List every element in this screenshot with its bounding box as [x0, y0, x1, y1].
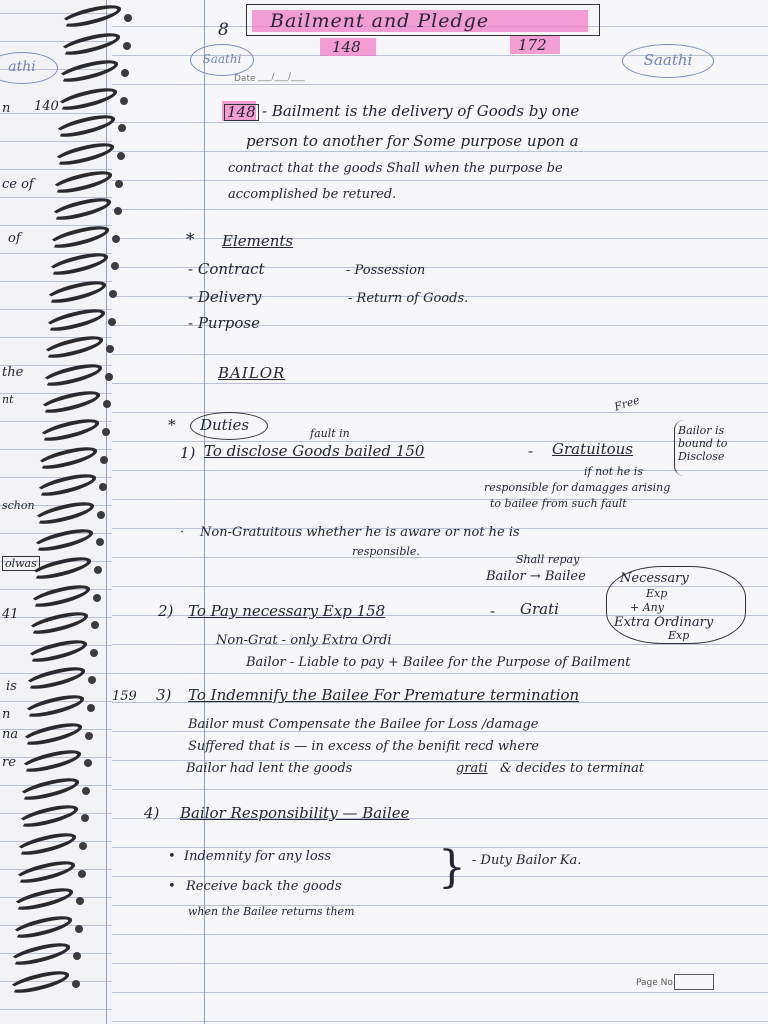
- duty2-number: 2): [158, 602, 174, 620]
- non-gratuitous-line: responsible.: [352, 545, 420, 558]
- expense-cloud-text: + Any: [630, 601, 664, 614]
- duty2-dash: -: [490, 602, 496, 620]
- duty1-text: To disclose Goods bailed 150: [204, 442, 425, 460]
- duty1-free-note: Free: [612, 393, 642, 414]
- non-gratuitous-bullet: ·: [180, 525, 185, 540]
- duty3-number: 3): [156, 686, 172, 704]
- binding-hole: [93, 594, 101, 602]
- left-fragment: olwas: [2, 556, 40, 571]
- binding-hole: [75, 925, 83, 933]
- duties-label: Duties: [200, 416, 250, 434]
- duty1-side-note-text: Bailor is bound to Disclose: [678, 424, 728, 463]
- binding-hole: [97, 511, 105, 519]
- left-fragment: of: [8, 231, 21, 246]
- brand-stamp-right: Saathi: [622, 44, 714, 78]
- binding-hole: [100, 456, 108, 464]
- left-fragment: ce of: [2, 177, 34, 192]
- section-number: 148: [224, 104, 259, 121]
- duty4-brace: }: [438, 842, 466, 893]
- definition-line: person to another for Some purpose upon a: [246, 132, 579, 150]
- binding-hole: [112, 235, 120, 243]
- duty1-dash: -: [528, 442, 534, 460]
- binding-hole: [99, 483, 107, 491]
- shall-repay-note: Shall repay: [516, 553, 580, 566]
- page-no-box: [674, 974, 714, 990]
- definition-line: - Bailment is the delivery of Goods by one: [262, 102, 580, 120]
- binding-hole: [78, 870, 86, 878]
- left-fragment: na: [2, 727, 19, 742]
- binding-hole: [81, 814, 89, 822]
- binding-hole: [96, 538, 104, 546]
- page-marker: 8: [218, 20, 229, 40]
- bailor-heading: BAILOR: [218, 364, 286, 382]
- binding-hole: [79, 842, 87, 850]
- date-label: Date: [234, 74, 256, 84]
- elements-bullet: *: [186, 230, 195, 250]
- range-start: 148: [332, 38, 361, 56]
- element-item: - Purpose: [188, 314, 260, 332]
- duty4-item: Receive back the goods: [186, 879, 342, 894]
- non-gratuitous-line: Non-Gratuitous whether he is aware or not he is: [200, 525, 520, 540]
- duty3-section-number: 159: [112, 689, 137, 704]
- binding-hole: [72, 980, 80, 988]
- duty4-text: Bailor Responsibility — Bailee: [180, 804, 410, 822]
- binding-hole: [87, 704, 95, 712]
- duties-star: *: [168, 416, 176, 434]
- definition-line: contract that the goods Shall when the purpose be: [228, 161, 563, 176]
- date-dashes: ___/___/___: [258, 72, 305, 82]
- definition-line: accomplished be retured.: [228, 187, 397, 202]
- binding-hole: [123, 42, 131, 50]
- binding-hole: [115, 180, 123, 188]
- element-item: - Delivery: [188, 288, 262, 306]
- duty3-line: Bailor must Compensate the Bailee for Loss /damage: [188, 717, 539, 732]
- binding-hole: [105, 373, 113, 381]
- left-fragment: n: [2, 707, 11, 722]
- page-no-label: Page No.: [636, 978, 676, 988]
- binding-hole: [111, 262, 119, 270]
- duty1-responsible: to bailee from such fault: [490, 497, 627, 510]
- left-fragment: 140: [34, 99, 59, 114]
- bailor-bailee-flow: Bailor → Bailee: [486, 569, 586, 584]
- duty3-grati: grati: [456, 761, 488, 776]
- duty1-responsible: responsible for damagges arising: [484, 481, 671, 494]
- duty3-line: & decides to terminat: [500, 761, 645, 776]
- left-fragment: nt: [2, 393, 14, 406]
- left-fragment: n: [2, 101, 11, 116]
- binding-hole: [120, 97, 128, 105]
- duty2-text: To Pay necessary Exp 158: [188, 602, 386, 620]
- duty4-item: Indemnity for any loss: [184, 849, 331, 864]
- left-fragment: re: [2, 755, 16, 770]
- duty3-line: Bailor had lent the goods: [186, 761, 353, 776]
- binding-hole: [85, 732, 93, 740]
- duty4-bullet: •: [168, 879, 176, 894]
- duty2-liable: Bailor - Liable to pay + Bailee for the Purpose of Bailment: [246, 655, 631, 670]
- binding-hole: [114, 207, 122, 215]
- expense-cloud-text: Exp: [668, 629, 690, 642]
- binding-hole: [90, 649, 98, 657]
- left-fragment: schon: [2, 499, 35, 512]
- binding-hole: [108, 318, 116, 326]
- binding-hole: [109, 290, 117, 298]
- binding-hole: [124, 14, 132, 22]
- duty4-brace-note: - Duty Bailor Ka.: [472, 853, 582, 868]
- range-end: 172: [518, 36, 547, 54]
- expense-cloud-text: Exp: [646, 587, 668, 600]
- duty3-line: Suffered that is — in excess of the benifit recd where: [188, 739, 539, 754]
- duty2-grati: Grati: [520, 600, 559, 618]
- binding-hole: [82, 787, 90, 795]
- binding-hole: [102, 428, 110, 436]
- duty4-item: when the Bailee returns them: [188, 905, 355, 918]
- duty1-caret-note: fault in: [310, 427, 350, 440]
- duty4-number: 4): [144, 804, 160, 822]
- element-item: - Return of Goods.: [348, 291, 469, 306]
- page-title: Bailment and Pledge: [270, 10, 490, 32]
- brand-stamp-left: athi: [0, 52, 58, 84]
- left-fragment: is: [6, 679, 17, 694]
- expense-cloud-text: Extra Ordinary: [614, 615, 714, 630]
- duty1-number: 1): [180, 444, 196, 462]
- binding-hole: [117, 152, 125, 160]
- duty2-non-grat: Non-Grat - only Extra Ordi: [216, 633, 392, 648]
- element-item: - Possession: [346, 263, 426, 278]
- binding-hole: [94, 566, 102, 574]
- duty1-gratuitous: Gratuitous: [552, 440, 633, 458]
- duty3-text: To Indemnify the Bailee For Premature termination: [188, 686, 580, 704]
- left-fragment: the: [2, 365, 24, 380]
- page-margin-line: [204, 0, 205, 1024]
- expense-cloud-text: Necessary: [620, 571, 689, 586]
- duty4-bullet: •: [168, 849, 176, 864]
- left-fragment: 41: [2, 607, 19, 622]
- element-item: - Contract: [188, 260, 265, 278]
- binding-hole: [84, 759, 92, 767]
- duty1-if-note: if not he is: [584, 465, 643, 478]
- elements-heading: Elements: [222, 232, 294, 250]
- brand-stamp-center: Saathi: [190, 44, 254, 76]
